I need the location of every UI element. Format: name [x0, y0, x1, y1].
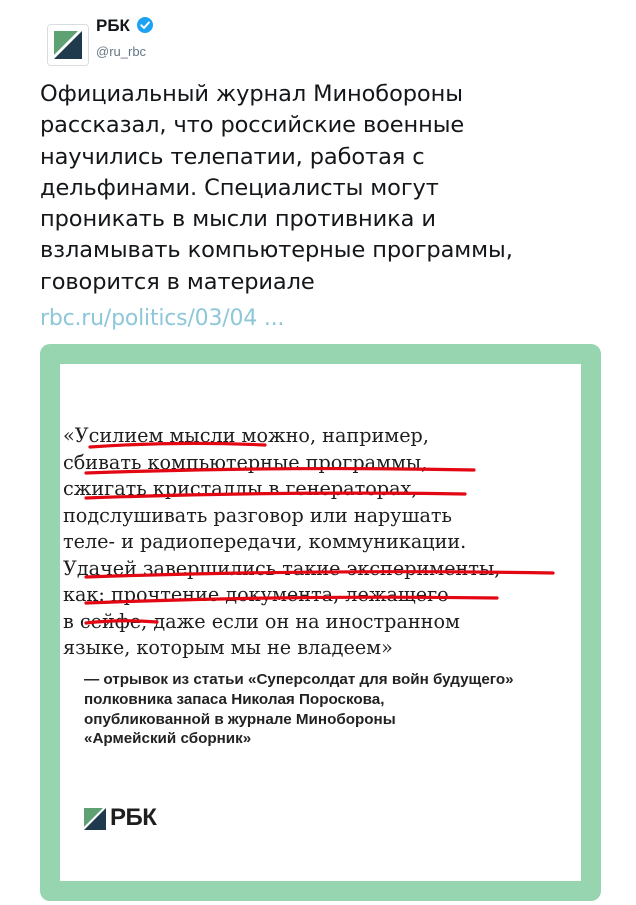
account-handle[interactable]: @ru_rbc: [96, 44, 147, 59]
tweet-text-line: Официальный журнал Минобороны: [40, 81, 463, 107]
tweet-text-line: дельфинами. Специалисты могут: [40, 174, 439, 201]
account-names: [96, 16, 153, 61]
quote-line: сбивать компьютерные программы,: [63, 450, 428, 474]
display-name[interactable]: РБК: [96, 16, 130, 35]
quote-line: сжигать кристаллы в генераторах,: [63, 477, 418, 500]
source-line: полковника запаса Николая Пороскова,: [84, 690, 385, 708]
source-line: опубликованной в журнале Минобороны: [84, 710, 396, 728]
rbc-logo-icon: [84, 808, 106, 830]
tweet-text: [40, 79, 610, 298]
quote-source: [84, 670, 514, 749]
tweet-text-line: рассказал, что российские военные: [40, 112, 465, 139]
tweet-text-line: говорится в материале: [40, 268, 315, 295]
source-line: «Армейский сборник»: [84, 730, 252, 748]
card-logo: [84, 804, 157, 831]
quote-line: «Усилием мысли можно, например,: [63, 424, 429, 447]
tweet-text-line: взламывать компьютерные программы,: [40, 237, 513, 264]
verified-badge-icon: [137, 17, 153, 33]
card-logo-text: РБК: [110, 804, 157, 831]
tweet-link[interactable]: rbc.ru/politics/03/04 ...: [40, 306, 285, 331]
tweet-text-line: проникать в мысли противника и: [40, 206, 436, 233]
quote-line: подслушивать разговор или нарушать: [63, 503, 452, 527]
quote-text: [63, 423, 500, 662]
quote-line: теле- и радиопередачи, коммуникации.: [63, 530, 467, 553]
quote-line: в сейфе, даже если он на иностранном: [63, 609, 460, 633]
quote-line: языке, которым мы не владеем»: [63, 636, 393, 659]
quote-line: Удачей завершились такие эксперименты,: [63, 556, 501, 580]
source-line: — отрывок из статьи «Суперсолдат для войн будущего»: [84, 671, 514, 688]
rbc-logo-icon: [48, 25, 88, 65]
avatar[interactable]: [47, 24, 89, 66]
tweet-text-line: научились телепатии, работая с: [40, 143, 425, 170]
quote-line: как: прочтение документа, лежащего: [63, 583, 449, 606]
